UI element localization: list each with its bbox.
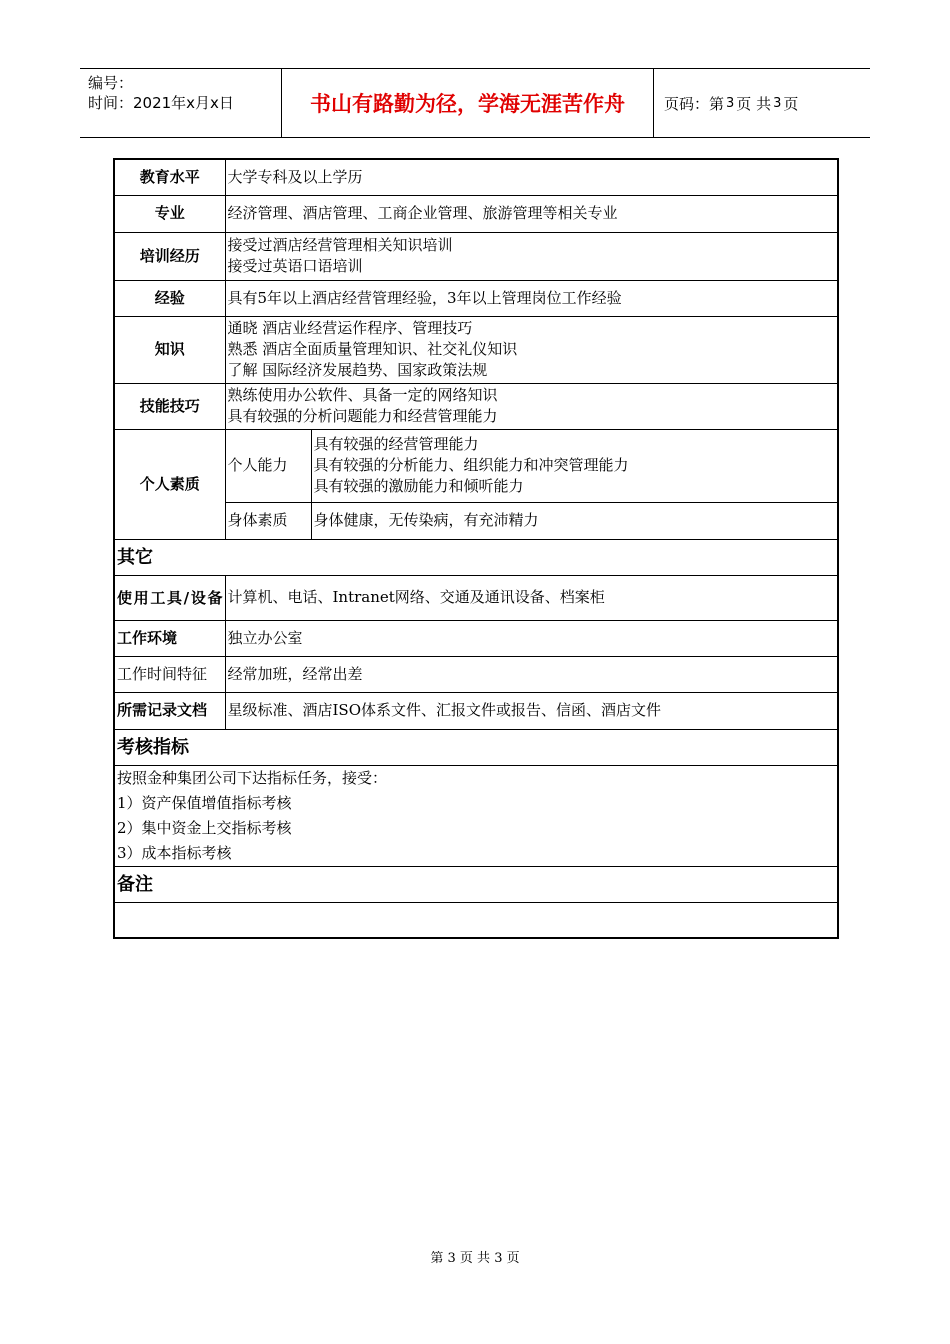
table-row <box>114 383 838 429</box>
worktime-label: 工作时间特征 <box>114 656 225 692</box>
table-row <box>114 620 838 656</box>
section-title-remarks: 备注 <box>114 866 838 902</box>
page-footer: 第 3 页 共 3 页 <box>430 1251 520 1266</box>
experience-label: 经验 <box>114 280 225 316</box>
table-row <box>114 729 838 765</box>
skills-label: 技能技巧 <box>114 383 225 429</box>
table-row <box>114 692 838 729</box>
table-row <box>114 575 838 620</box>
table-row <box>114 232 838 280</box>
physical-value: 身体健康，无传染病，有充沛精力 <box>311 502 838 539</box>
training-label: 培训经历 <box>114 232 225 280</box>
page-mid: 页 共 <box>736 94 772 113</box>
education-value: 大学专科及以上学历 <box>225 159 838 195</box>
ability-label: 个人能力 <box>225 429 311 502</box>
knowledge-label: 知识 <box>114 316 225 383</box>
section-title-assessment: 考核指标 <box>114 729 838 765</box>
assessment-content <box>114 765 838 866</box>
ability-line: 具有较强的激励能力和倾听能力 <box>313 477 524 495</box>
header-page-indicator <box>654 69 870 137</box>
tools-value: 计算机、电话、Intranet网络、交通及通讯设备、档案柜 <box>225 575 838 620</box>
table-row <box>114 866 838 902</box>
header-motto: 书山有路勤为径，学海无涯苦作舟 <box>282 69 654 137</box>
table-row <box>114 280 838 316</box>
ability-line: 具有较强的分析能力、组织能力和冲突管理能力 <box>313 456 629 474</box>
remarks-value <box>114 902 838 938</box>
physical-label: 身体素质 <box>225 502 311 539</box>
page-prefix: 页码：第 <box>664 94 725 113</box>
section-title-other: 其它 <box>114 539 838 575</box>
ability-line: 具有较强的经营管理能力 <box>313 435 479 453</box>
training-line: 接受过英语口语培训 <box>227 257 363 275</box>
table-row <box>114 656 838 692</box>
documents-value: 星级标准、酒店ISO体系文件、汇报文件或报告、信函、酒店文件 <box>225 692 838 729</box>
page-header <box>80 68 870 138</box>
page-current: 3 <box>726 95 735 111</box>
table-row <box>114 195 838 232</box>
knowledge-value <box>225 316 838 383</box>
assessment-line: 2）集中资金上交指标考核 <box>117 818 292 837</box>
major-value: 经济管理、酒店管理、工商企业管理、旅游管理等相关专业 <box>225 195 838 232</box>
ability-value <box>311 429 838 502</box>
education-label: 教育水平 <box>114 159 225 195</box>
page-total: 3 <box>773 95 782 111</box>
number-label: 编号： <box>88 74 134 92</box>
training-line: 接受过酒店经营管理相关知识培训 <box>227 236 453 254</box>
qualities-label: 个人素质 <box>114 429 225 539</box>
skills-line: 熟练使用办公软件、具备一定的网络知识 <box>227 386 498 404</box>
training-value <box>225 232 838 280</box>
job-spec-table <box>113 158 839 939</box>
documents-label: 所需记录文档 <box>114 692 225 729</box>
time-label: 时间：2021年x月x日 <box>88 94 234 112</box>
environment-value: 独立办公室 <box>225 620 838 656</box>
knowledge-line: 熟悉 酒店全面质量管理知识、社交礼仪知识 <box>227 340 518 358</box>
table-row <box>114 159 838 195</box>
table-row <box>114 316 838 383</box>
knowledge-line: 了解 国际经济发展趋势、国家政策法规 <box>227 361 488 379</box>
skills-line: 具有较强的分析问题能力和经营管理能力 <box>227 407 498 425</box>
table-row <box>114 902 838 938</box>
environment-label: 工作环境 <box>114 620 225 656</box>
page-suffix: 页 <box>783 94 799 113</box>
assessment-line: 按照金种集团公司下达指标任务，接受： <box>117 768 388 787</box>
assessment-line: 1）资产保值增值指标考核 <box>117 793 292 812</box>
experience-value: 具有5年以上酒店经营管理经验，3年以上管理岗位工作经验 <box>225 280 838 316</box>
worktime-value: 经常加班，经常出差 <box>225 656 838 692</box>
header-meta <box>80 69 282 137</box>
table-row <box>114 429 838 502</box>
skills-value <box>225 383 838 429</box>
major-label: 专业 <box>114 195 225 232</box>
table-row <box>114 539 838 575</box>
table-row <box>114 765 838 866</box>
tools-label: 使用工具/设备 <box>114 575 225 620</box>
assessment-line: 3）成本指标考核 <box>117 843 232 862</box>
knowledge-line: 通晓 酒店业经营运作程序、管理技巧 <box>227 319 473 337</box>
